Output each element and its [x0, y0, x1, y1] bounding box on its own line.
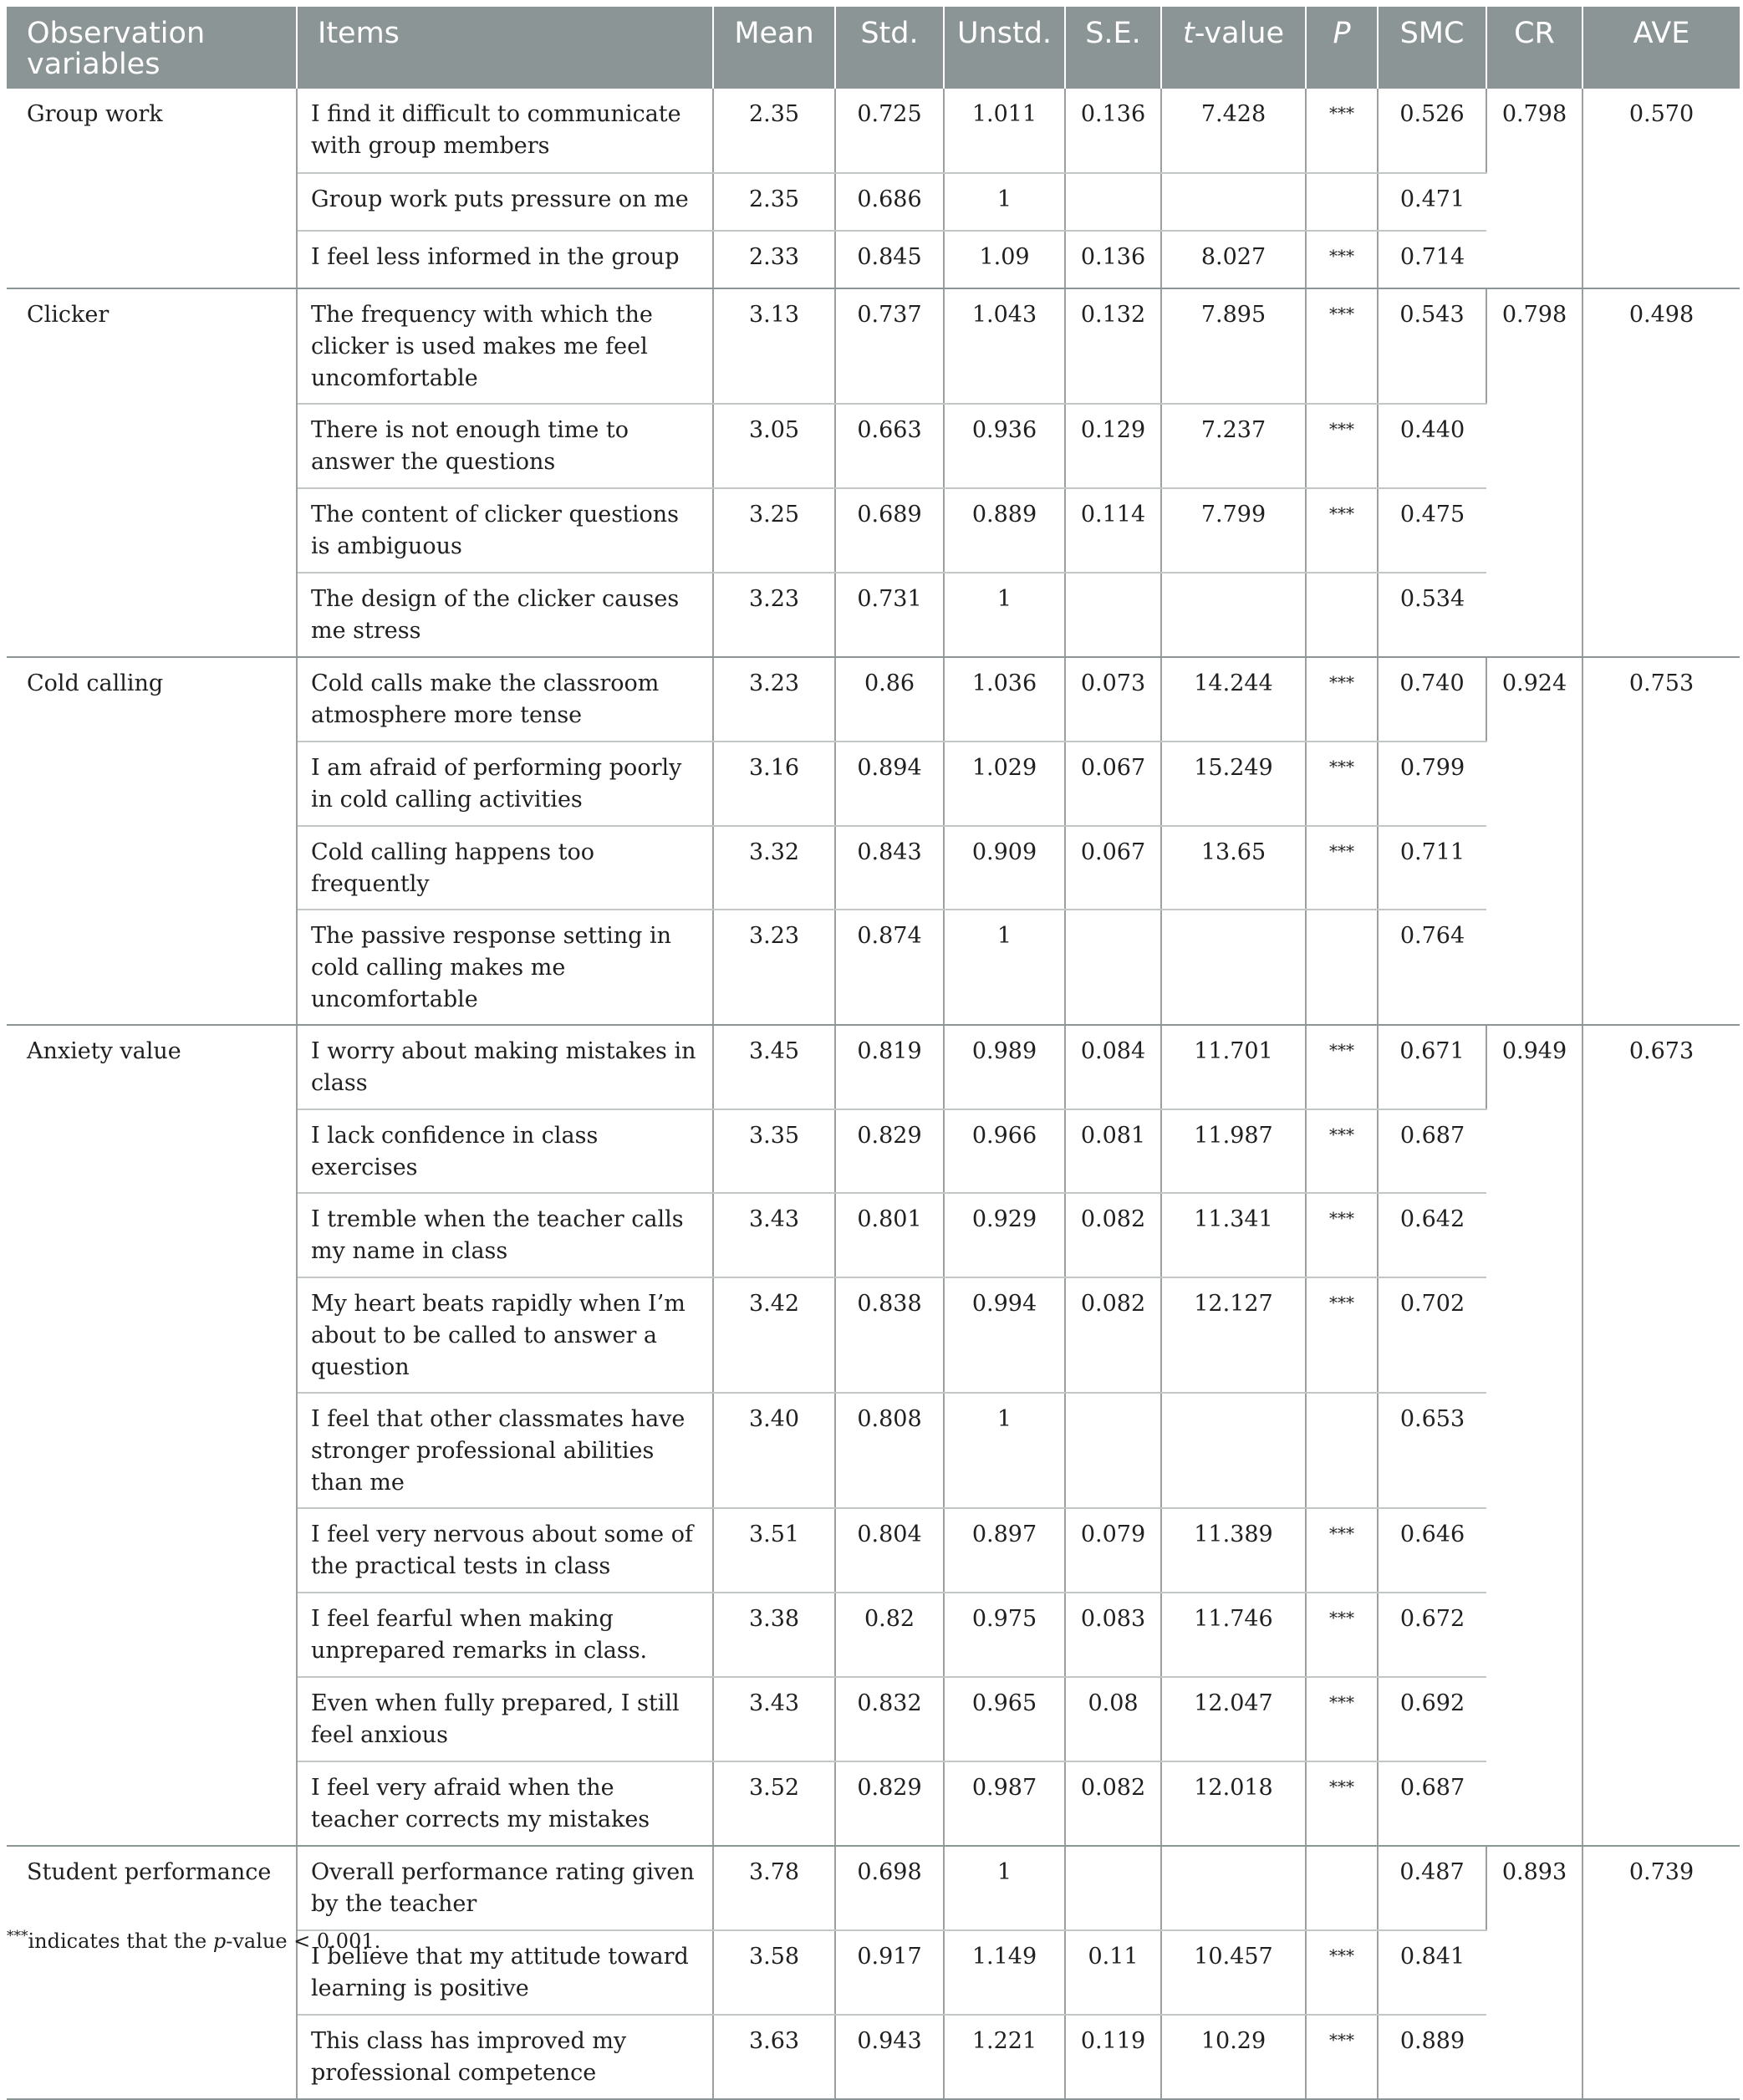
item-cell: This class has improved my professional competence: [297, 2015, 713, 2099]
unstd-cell: 0.989: [944, 1025, 1065, 1109]
t-value-cell: 11.701: [1161, 1025, 1306, 1109]
item-cell: Overall performance rating given by the teacher: [297, 1846, 713, 1930]
p-cell: ***: [1306, 657, 1378, 742]
item-cell: Group work puts pressure on me: [297, 173, 713, 231]
t-value-cell: 7.799: [1161, 488, 1306, 573]
header-p-italic: P: [1333, 17, 1351, 50]
std-cell: 0.737: [835, 288, 944, 404]
t-value-cell: [1161, 910, 1306, 1025]
smc-cell: 0.642: [1378, 1193, 1486, 1277]
header-ave: AVE: [1582, 7, 1740, 89]
ave-cell: 0.673: [1582, 1025, 1740, 1846]
t-value-cell: 14.244: [1161, 657, 1306, 742]
p-cell: ***: [1306, 1677, 1378, 1761]
se-cell: 0.114: [1065, 488, 1161, 573]
se-cell: 0.119: [1065, 2015, 1161, 2099]
p-cell: ***: [1306, 404, 1378, 488]
observation-variable-cell: Anxiety value: [7, 1025, 297, 1846]
std-cell: 0.838: [835, 1277, 944, 1393]
se-cell: 0.08: [1065, 1677, 1161, 1761]
mean-cell: 3.05: [713, 404, 835, 488]
measurement-model-table: [7, 7, 1740, 2100]
mean-cell: 3.25: [713, 488, 835, 573]
se-cell: 0.081: [1065, 1109, 1161, 1193]
observation-variable-cell: Group work: [7, 89, 297, 288]
p-cell: ***: [1306, 826, 1378, 910]
p-cell: ***: [1306, 288, 1378, 404]
se-cell: 0.067: [1065, 742, 1161, 826]
t-value-cell: 12.047: [1161, 1677, 1306, 1761]
item-cell: The design of the clicker causes me stress: [297, 573, 713, 657]
se-cell: [1065, 573, 1161, 657]
table-body: [7, 89, 1740, 2099]
p-cell: [1306, 173, 1378, 231]
unstd-cell: 1: [944, 1393, 1065, 1508]
std-cell: 0.894: [835, 742, 944, 826]
smc-cell: 0.687: [1378, 1109, 1486, 1193]
mean-cell: 3.52: [713, 1761, 835, 1846]
mean-cell: 3.13: [713, 288, 835, 404]
unstd-cell: 0.975: [944, 1593, 1065, 1677]
std-cell: 0.819: [835, 1025, 944, 1109]
se-cell: 0.082: [1065, 1193, 1161, 1277]
se-cell: [1065, 173, 1161, 231]
item-cell: I feel fearful when making unprepared remarks in class.: [297, 1593, 713, 1677]
smc-cell: 0.671: [1378, 1025, 1486, 1109]
smc-cell: 0.475: [1378, 488, 1486, 573]
mean-cell: 3.42: [713, 1277, 835, 1393]
observation-variable-cell: Student performance: [7, 1846, 297, 2099]
item-cell: The content of clicker questions is ambiguous: [297, 488, 713, 573]
std-cell: 0.843: [835, 826, 944, 910]
mean-cell: 3.51: [713, 1508, 835, 1593]
item-cell: I believe that my attitude toward learning is positive: [297, 1930, 713, 2015]
table-container: [7, 7, 1740, 2100]
smc-cell: 0.702: [1378, 1277, 1486, 1393]
header-se: S.E.: [1065, 7, 1161, 89]
p-cell: [1306, 910, 1378, 1025]
item-cell: I worry about making mistakes in class: [297, 1025, 713, 1109]
table-row: [7, 89, 1740, 173]
unstd-cell: 0.987: [944, 1761, 1065, 1846]
se-cell: 0.132: [1065, 288, 1161, 404]
std-cell: 0.808: [835, 1393, 944, 1508]
t-value-cell: 10.29: [1161, 2015, 1306, 2099]
observation-variable-cell: Cold calling: [7, 657, 297, 1025]
std-cell: 0.801: [835, 1193, 944, 1277]
cr-cell: 0.893: [1486, 1846, 1582, 2099]
mean-cell: 3.35: [713, 1109, 835, 1193]
mean-cell: 2.35: [713, 89, 835, 173]
se-cell: 0.129: [1065, 404, 1161, 488]
mean-cell: 3.38: [713, 1593, 835, 1677]
observation-variable-cell: Clicker: [7, 288, 297, 657]
unstd-cell: 1.149: [944, 1930, 1065, 2015]
p-cell: ***: [1306, 1277, 1378, 1393]
footnote-marker: ***: [7, 1928, 28, 1945]
unstd-cell: 1: [944, 910, 1065, 1025]
p-cell: ***: [1306, 1508, 1378, 1593]
se-cell: 0.084: [1065, 1025, 1161, 1109]
unstd-cell: 0.965: [944, 1677, 1065, 1761]
header-t-value: [1161, 7, 1306, 89]
header-observation-variables: Observation variables: [7, 7, 297, 89]
unstd-cell: 1: [944, 573, 1065, 657]
item-cell: My heart beats rapidly when I’m about to be called to answer a question: [297, 1277, 713, 1393]
std-cell: 0.829: [835, 1109, 944, 1193]
mean-cell: 3.23: [713, 910, 835, 1025]
item-cell: The passive response setting in cold calling makes me uncomfortable: [297, 910, 713, 1025]
t-value-cell: 11.341: [1161, 1193, 1306, 1277]
smc-cell: 0.889: [1378, 2015, 1486, 2099]
cr-cell: 0.798: [1486, 89, 1582, 288]
header-p: [1306, 7, 1378, 89]
item-cell: The frequency with which the clicker is used makes me feel uncomfortable: [297, 288, 713, 404]
item-cell: I feel less informed in the group: [297, 231, 713, 288]
table-row: [7, 1025, 1740, 1109]
unstd-cell: 1.09: [944, 231, 1065, 288]
table-row: [7, 288, 1740, 404]
smc-cell: 0.543: [1378, 288, 1486, 404]
se-cell: 0.11: [1065, 1930, 1161, 2015]
std-cell: 0.943: [835, 2015, 944, 2099]
header-items: Items: [297, 7, 713, 89]
mean-cell: 3.43: [713, 1677, 835, 1761]
p-cell: ***: [1306, 488, 1378, 573]
p-cell: ***: [1306, 2015, 1378, 2099]
smc-cell: 0.764: [1378, 910, 1486, 1025]
t-value-cell: 11.746: [1161, 1593, 1306, 1677]
t-value-cell: 8.027: [1161, 231, 1306, 288]
header-t-rest: -value: [1194, 17, 1285, 50]
unstd-cell: 1.043: [944, 288, 1065, 404]
p-cell: ***: [1306, 1025, 1378, 1109]
se-cell: 0.083: [1065, 1593, 1161, 1677]
t-value-cell: 10.457: [1161, 1930, 1306, 2015]
unstd-cell: 0.889: [944, 488, 1065, 573]
mean-cell: 3.23: [713, 657, 835, 742]
header-std: Std.: [835, 7, 944, 89]
item-cell: I tremble when the teacher calls my name in class: [297, 1193, 713, 1277]
table-footnote: [7, 1928, 380, 1953]
mean-cell: 3.78: [713, 1846, 835, 1930]
header-t-italic: t: [1182, 17, 1195, 50]
smc-cell: 0.653: [1378, 1393, 1486, 1508]
smc-cell: 0.440: [1378, 404, 1486, 488]
mean-cell: 3.45: [713, 1025, 835, 1109]
std-cell: 0.874: [835, 910, 944, 1025]
std-cell: 0.725: [835, 89, 944, 173]
smc-cell: 0.740: [1378, 657, 1486, 742]
mean-cell: 3.32: [713, 826, 835, 910]
smc-cell: 0.471: [1378, 173, 1486, 231]
unstd-cell: 0.909: [944, 826, 1065, 910]
item-cell: I am afraid of performing poorly in cold calling activities: [297, 742, 713, 826]
t-value-cell: 12.127: [1161, 1277, 1306, 1393]
item-cell: Cold calling happens too frequently: [297, 826, 713, 910]
std-cell: 0.845: [835, 231, 944, 288]
header-row: [7, 7, 1740, 89]
p-cell: ***: [1306, 1109, 1378, 1193]
std-cell: 0.698: [835, 1846, 944, 1930]
t-value-cell: 11.987: [1161, 1109, 1306, 1193]
item-cell: There is not enough time to answer the questions: [297, 404, 713, 488]
std-cell: 0.917: [835, 1930, 944, 2015]
footnote-text-b: -value < 0.001.: [226, 1929, 381, 1953]
std-cell: 0.86: [835, 657, 944, 742]
item-cell: I lack confidence in class exercises: [297, 1109, 713, 1193]
footnote-text-a: indicates that the: [28, 1929, 213, 1953]
unstd-cell: 1.029: [944, 742, 1065, 826]
smc-cell: 0.526: [1378, 89, 1486, 173]
item-cell: I find it difficult to communicate with group members: [297, 89, 713, 173]
smc-cell: 0.799: [1378, 742, 1486, 826]
smc-cell: 0.687: [1378, 1761, 1486, 1846]
unstd-cell: 1: [944, 173, 1065, 231]
smc-cell: 0.534: [1378, 573, 1486, 657]
t-value-cell: [1161, 1846, 1306, 1930]
t-value-cell: 13.65: [1161, 826, 1306, 910]
item-cell: I feel very afraid when the teacher corrects my mistakes: [297, 1761, 713, 1846]
mean-cell: 2.35: [713, 173, 835, 231]
se-cell: 0.136: [1065, 89, 1161, 173]
p-cell: ***: [1306, 1193, 1378, 1277]
ave-cell: 0.498: [1582, 288, 1740, 657]
header-mean: Mean: [713, 7, 835, 89]
ave-cell: 0.753: [1582, 657, 1740, 1025]
t-value-cell: 7.237: [1161, 404, 1306, 488]
smc-cell: 0.714: [1378, 231, 1486, 288]
se-cell: [1065, 910, 1161, 1025]
smc-cell: 0.487: [1378, 1846, 1486, 1930]
unstd-cell: 0.936: [944, 404, 1065, 488]
mean-cell: 3.16: [713, 742, 835, 826]
header-cr: CR: [1486, 7, 1582, 89]
std-cell: 0.829: [835, 1761, 944, 1846]
mean-cell: 3.23: [713, 573, 835, 657]
header-smc: SMC: [1378, 7, 1486, 89]
std-cell: 0.832: [835, 1677, 944, 1761]
se-cell: 0.079: [1065, 1508, 1161, 1593]
mean-cell: 3.58: [713, 1930, 835, 2015]
p-cell: ***: [1306, 1930, 1378, 2015]
item-cell: I feel very nervous about some of the practical tests in class: [297, 1508, 713, 1593]
cr-cell: 0.949: [1486, 1025, 1582, 1846]
unstd-cell: 1.221: [944, 2015, 1065, 2099]
smc-cell: 0.692: [1378, 1677, 1486, 1761]
std-cell: 0.689: [835, 488, 944, 573]
table-row: [7, 657, 1740, 742]
se-cell: 0.073: [1065, 657, 1161, 742]
se-cell: 0.082: [1065, 1761, 1161, 1846]
p-cell: [1306, 1393, 1378, 1508]
table-row: [7, 1846, 1740, 1930]
t-value-cell: [1161, 1393, 1306, 1508]
t-value-cell: 7.428: [1161, 89, 1306, 173]
unstd-cell: 1.011: [944, 89, 1065, 173]
smc-cell: 0.646: [1378, 1508, 1486, 1593]
smc-cell: 0.841: [1378, 1930, 1486, 2015]
se-cell: 0.067: [1065, 826, 1161, 910]
table-header: [7, 7, 1740, 89]
p-cell: ***: [1306, 1761, 1378, 1846]
t-value-cell: 11.389: [1161, 1508, 1306, 1593]
std-cell: 0.663: [835, 404, 944, 488]
mean-cell: 3.63: [713, 2015, 835, 2099]
unstd-cell: 1: [944, 1846, 1065, 1930]
mean-cell: 2.33: [713, 231, 835, 288]
unstd-cell: 0.966: [944, 1109, 1065, 1193]
p-cell: ***: [1306, 742, 1378, 826]
p-cell: ***: [1306, 231, 1378, 288]
item-cell: Even when fully prepared, I still feel anxious: [297, 1677, 713, 1761]
t-value-cell: 12.018: [1161, 1761, 1306, 1846]
p-cell: [1306, 1846, 1378, 1930]
se-cell: [1065, 1393, 1161, 1508]
unstd-cell: 1.036: [944, 657, 1065, 742]
smc-cell: 0.711: [1378, 826, 1486, 910]
std-cell: 0.82: [835, 1593, 944, 1677]
unstd-cell: 0.929: [944, 1193, 1065, 1277]
ave-cell: 0.739: [1582, 1846, 1740, 2099]
item-cell: Cold calls make the classroom atmosphere more tense: [297, 657, 713, 742]
mean-cell: 3.43: [713, 1193, 835, 1277]
se-cell: 0.136: [1065, 231, 1161, 288]
unstd-cell: 0.994: [944, 1277, 1065, 1393]
se-cell: [1065, 1846, 1161, 1930]
std-cell: 0.686: [835, 173, 944, 231]
t-value-cell: 15.249: [1161, 742, 1306, 826]
t-value-cell: [1161, 573, 1306, 657]
std-cell: 0.731: [835, 573, 944, 657]
smc-cell: 0.672: [1378, 1593, 1486, 1677]
cr-cell: 0.798: [1486, 288, 1582, 657]
p-cell: [1306, 573, 1378, 657]
mean-cell: 3.40: [713, 1393, 835, 1508]
se-cell: 0.082: [1065, 1277, 1161, 1393]
unstd-cell: 0.897: [944, 1508, 1065, 1593]
std-cell: 0.804: [835, 1508, 944, 1593]
cr-cell: 0.924: [1486, 657, 1582, 1025]
t-value-cell: [1161, 173, 1306, 231]
t-value-cell: 7.895: [1161, 288, 1306, 404]
header-unstd: Unstd.: [944, 7, 1065, 89]
p-cell: ***: [1306, 1593, 1378, 1677]
ave-cell: 0.570: [1582, 89, 1740, 288]
footnote-italic-p: p: [212, 1929, 227, 1953]
p-cell: ***: [1306, 89, 1378, 173]
item-cell: I feel that other classmates have stronger professional abilities than me: [297, 1393, 713, 1508]
